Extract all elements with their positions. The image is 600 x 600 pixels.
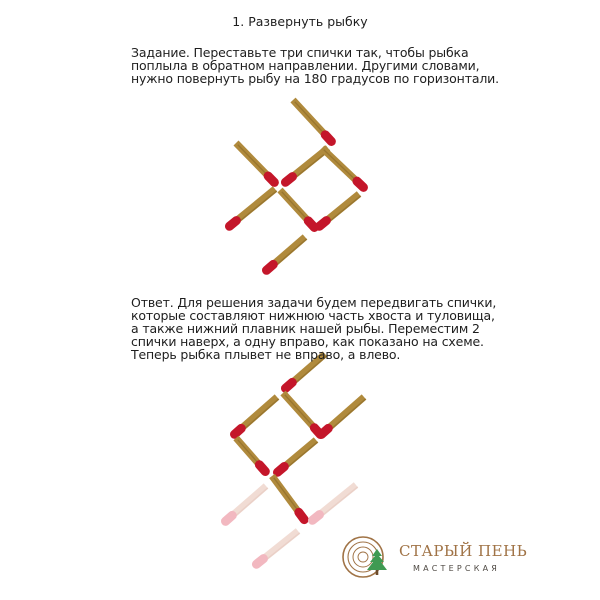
- matchstick: [266, 237, 306, 271]
- workshop-logo: [337, 528, 528, 584]
- answer-text: [131, 296, 496, 361]
- logo-subtitle: МАСТЕРСКАЯ: [413, 564, 501, 573]
- tree-stump-icon: [337, 532, 393, 582]
- moved-matchstick-ghost: [225, 486, 267, 522]
- answer-line: Теперь рыбка плывет не вправо, а влево.: [131, 347, 401, 362]
- moved-matchstick-ghost: [256, 531, 299, 565]
- answer-line: а также нижний плавник нашей рыбы. Переместим 2: [131, 321, 480, 336]
- logo-name: СТАРЫЙ ПЕНЬ: [399, 542, 528, 560]
- matchstick: [322, 148, 364, 188]
- matchstick: [272, 476, 305, 520]
- matchstick: [236, 143, 275, 183]
- answer-line: спички наверх, а одну вправо, как показано на схеме.: [131, 334, 484, 349]
- matchstick: [236, 438, 266, 472]
- task-line: нужно повернуть рыбу на 180 градусов по горизонтали.: [131, 71, 499, 86]
- matchstick: [319, 194, 360, 227]
- task-line: поплыла в обратном направлении. Другими словами,: [131, 58, 480, 73]
- matchstick: [321, 397, 365, 435]
- matchstick: [229, 189, 276, 227]
- matchstick: [280, 190, 315, 228]
- answer-line: которые составляют нижнюю часть хвоста и туловища,: [131, 308, 495, 323]
- matchstick: [293, 100, 332, 142]
- page-title: 1. Развернуть рыбку: [232, 14, 368, 29]
- answer-line: Ответ. Для решения задачи будем передвигать спички,: [131, 295, 497, 310]
- matchstick: [277, 440, 317, 473]
- original-fish-figure: [229, 100, 363, 271]
- matchstick: [234, 397, 278, 435]
- task-line: Задание. Переставьте три спички так, чтобы рыбка: [131, 45, 469, 60]
- moved-matchstick-ghost: [312, 485, 357, 521]
- matchstick: [283, 393, 321, 435]
